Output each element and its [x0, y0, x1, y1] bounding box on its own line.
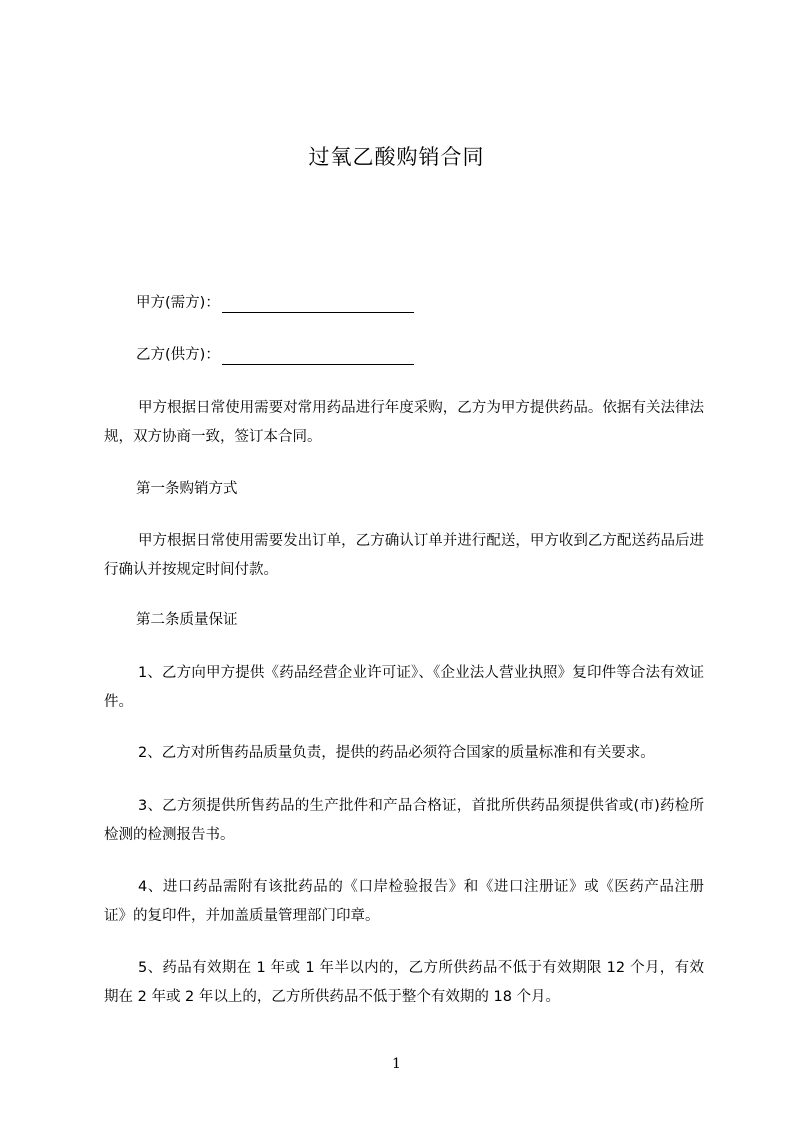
clause-2: 2、乙方对所售药品质量负责，提供的药品必须符合国家的质量标准和有关要求。 — [138, 745, 655, 761]
party-a-label: 甲方(需方)： — [136, 295, 220, 311]
document-title: 过氧乙酸购销合同 — [308, 145, 485, 169]
article-1-heading: 第一条购销方式 — [136, 481, 238, 497]
clause-4: 4、进口药品需附有该批药品的《口岸检验报告》和《进口注册证》或《医药产品注册证》的复印件，并加盖质量管理部门印章。 — [104, 879, 704, 924]
party-b-line — [136, 341, 736, 369]
clause-5: 5、药品有效期在 1 年或 1 年半以内的，乙方所供药品不低于有效期限 12 个月，有效期在 2 年或 2 年以上的，乙方所供药品不低于整个有效期的 18 个月。 — [104, 960, 704, 1005]
clause-1: 1、乙方向甲方提供《药品经营企业许可证》、《企业法人营业执照》复印件等合法有效证件。 — [104, 665, 704, 710]
article-2-heading: 第二条质量保证 — [136, 612, 238, 628]
party-b-blank — [222, 346, 414, 365]
party-b-label: 乙方(供方)： — [136, 347, 220, 363]
page-number: 1 — [392, 1056, 401, 1072]
clause-3: 3、乙方须提供所售药品的生产批件和产品合格证，首批所供药品须提供省或(市)药检所检测的检测报告书。 — [104, 798, 704, 843]
article-1-paragraph: 甲方根据日常使用需要发出订单，乙方确认订单并进行配送，甲方收到乙方配送药品后进行确认并按规定时间付款。 — [104, 533, 704, 578]
party-a-blank — [222, 294, 414, 313]
intro-paragraph: 甲方根据日常使用需要对常用药品进行年度采购，乙方为甲方提供药品。依据有关法律法规，双方协商一致，签订本合同。 — [104, 400, 704, 445]
party-a-line — [136, 289, 736, 317]
